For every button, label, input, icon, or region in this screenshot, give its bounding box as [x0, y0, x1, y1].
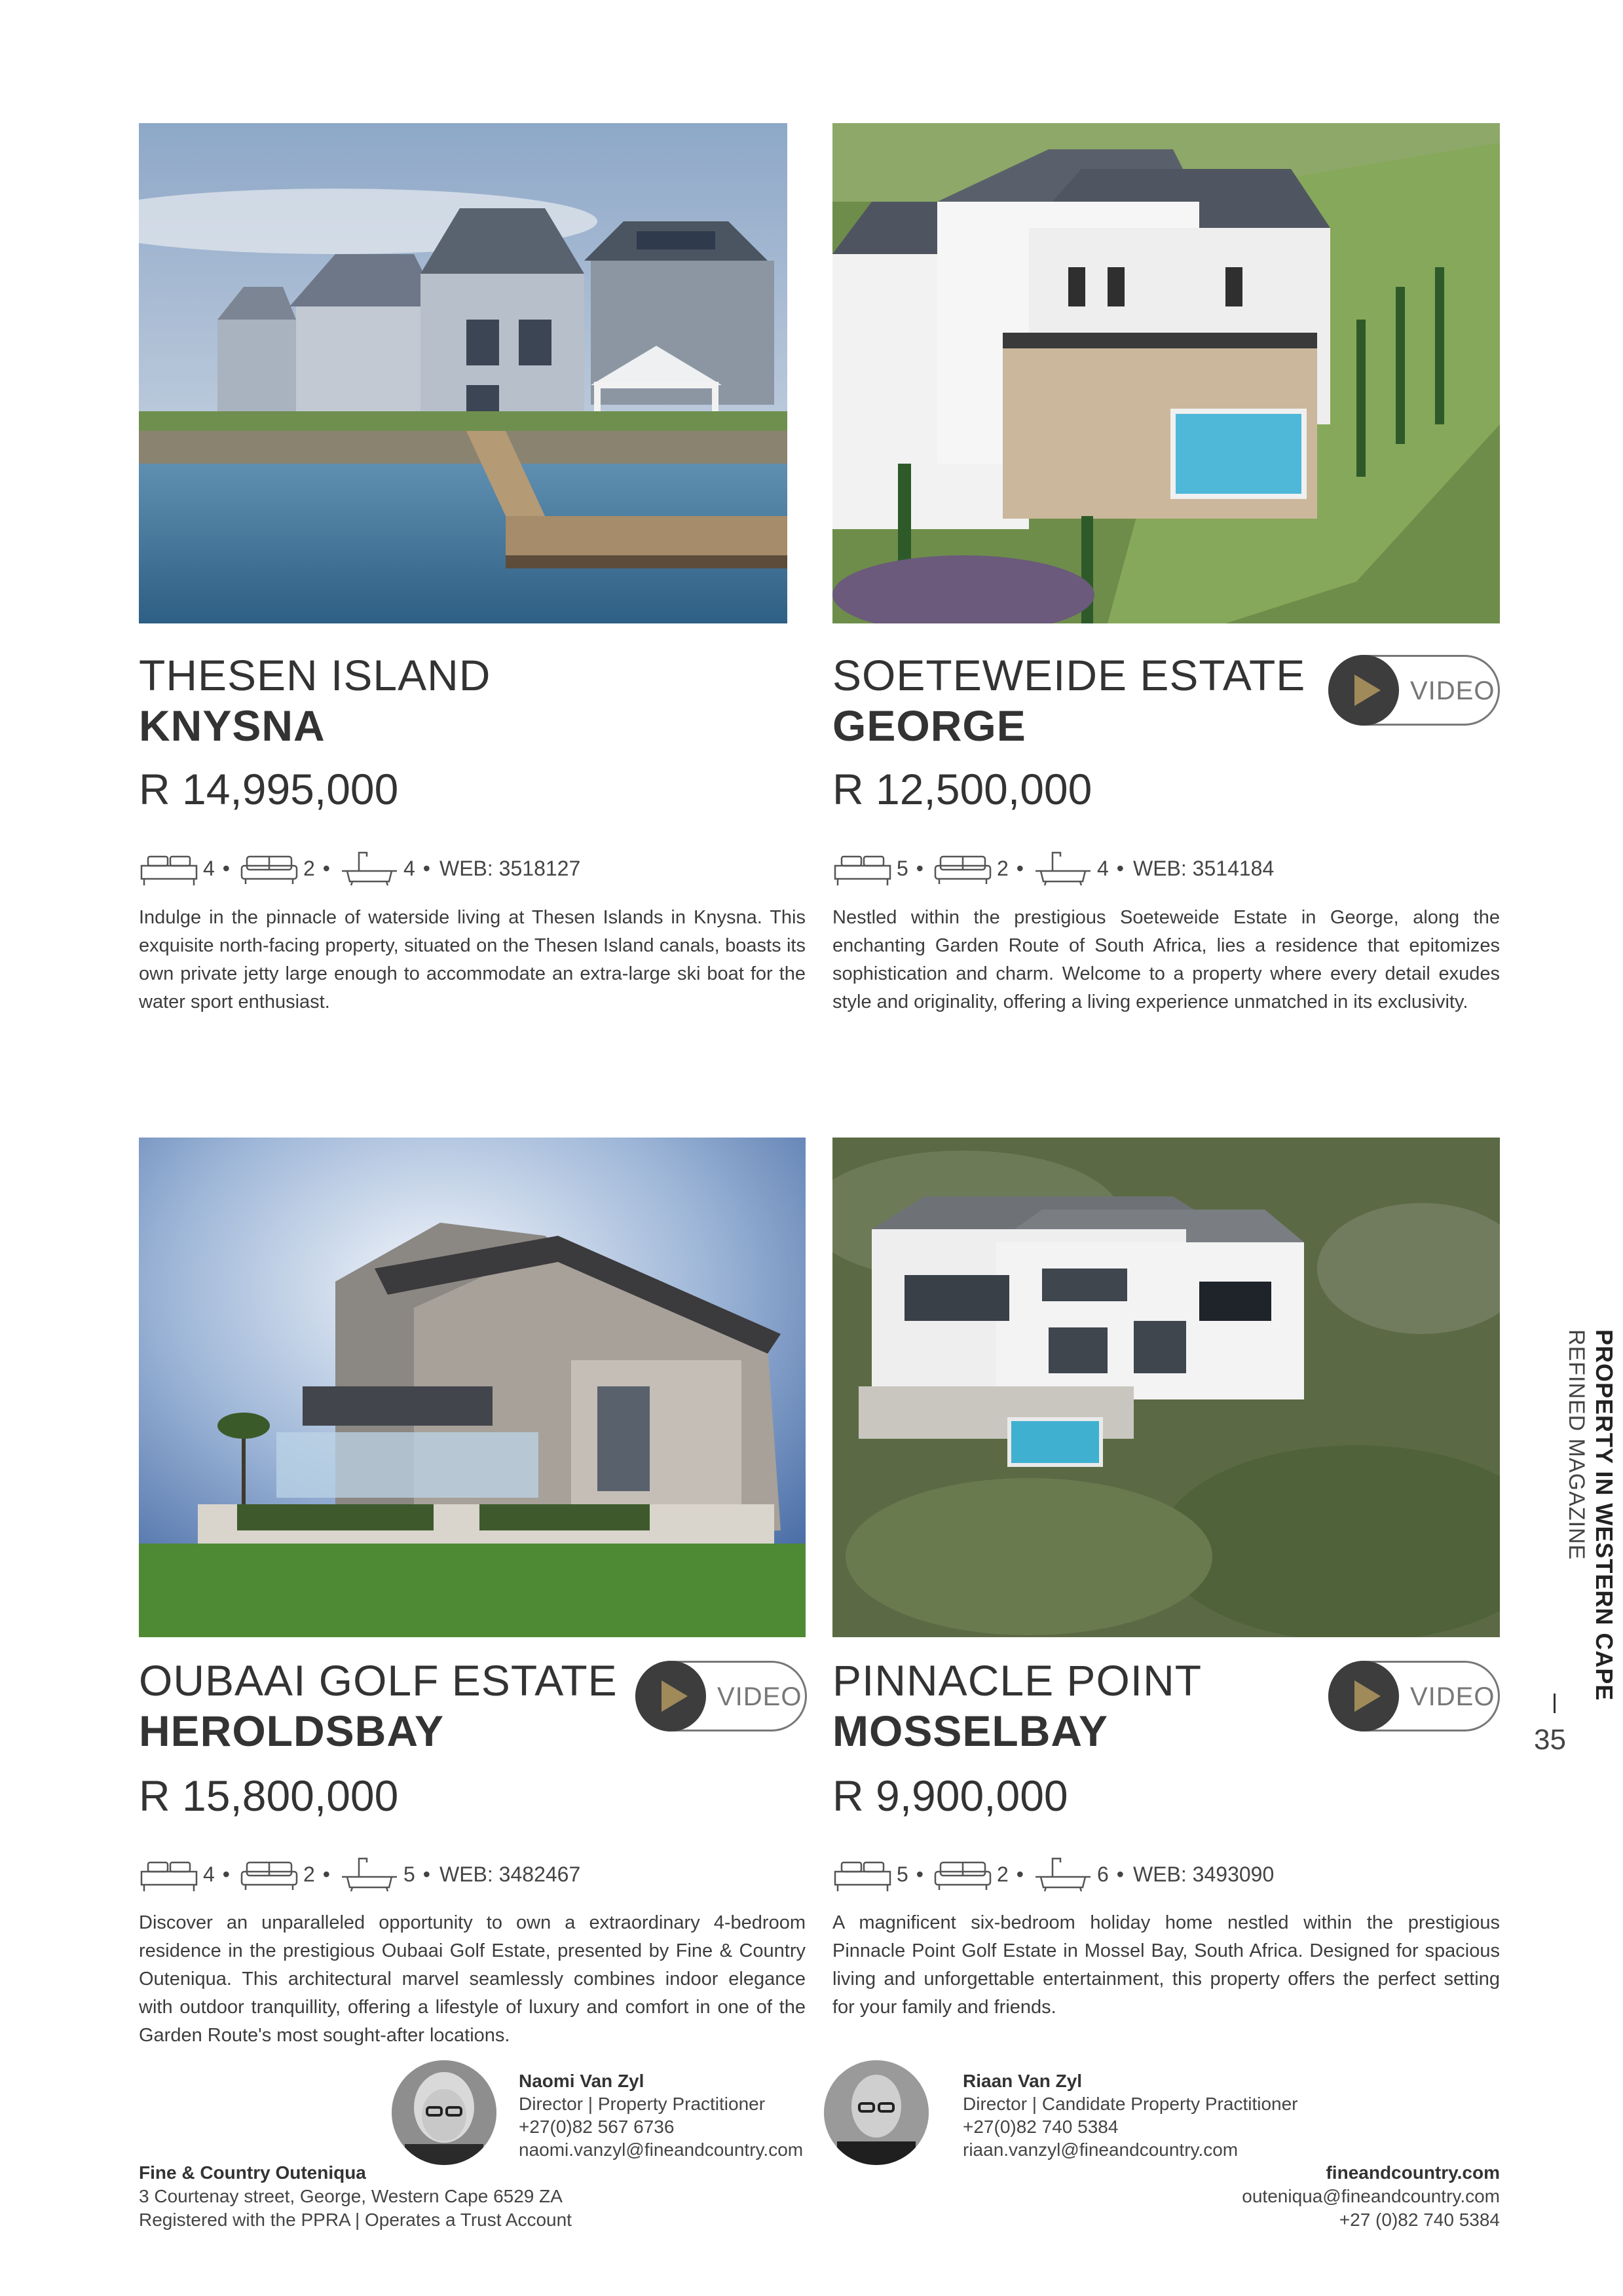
office-name: Fine & Country Outeniqua	[139, 2162, 366, 2183]
play-icon	[1328, 655, 1399, 726]
bed-count: 4	[203, 856, 215, 880]
lounge-count: 2	[303, 856, 315, 880]
page-divider	[1554, 1694, 1556, 1713]
listing-photo-pinnacle-point	[832, 1138, 1500, 1637]
office-website[interactable]: fineandcountry.com	[1326, 2162, 1500, 2183]
agent-role: Director | Candidate Property Practitioner	[963, 2094, 1298, 2114]
listing-title: PINNACLE POINT	[832, 1656, 1203, 1705]
bath-icon	[339, 1855, 400, 1894]
magazine-section-title	[1533, 1329, 1623, 1701]
agent-contact-naomi	[519, 2069, 803, 2161]
video-button-label: VIDEO	[1410, 676, 1495, 705]
sofa-icon	[933, 1855, 993, 1894]
agent-photo-riaan	[824, 2060, 929, 2165]
sofa-icon	[933, 849, 993, 888]
listing-photo-thesen-island	[139, 123, 787, 623]
video-button[interactable]	[1328, 1661, 1500, 1731]
listing-description: Indulge in the pinnacle of waterside living at Thesen Islands in Knysna. This exquisite north-facing property, situated on the Thesen Island canals, boasts its own private jetty large enough to accommodate an extra-large ski boat for the water sport enthusiast.	[139, 907, 806, 1012]
listing-specs: 5 • 2 • 4 • WEB: 3514184	[832, 842, 1274, 895]
bed-icon	[832, 849, 893, 888]
web-reference: WEB: 3493090	[1133, 1862, 1275, 1886]
bath-count: 6	[1097, 1862, 1109, 1886]
listing-location: KNYSNA	[139, 701, 326, 750]
listing-specs: 4 • 2 • 5 • WEB: 3482467	[139, 1848, 580, 1900]
office-phone[interactable]: +27 (0)82 740 5384	[1339, 2210, 1500, 2230]
lounge-count: 2	[303, 1862, 315, 1886]
listing-price: R 14,995,000	[139, 765, 399, 813]
agent-phone[interactable]: +27(0)82 567 6736	[519, 2117, 675, 2137]
bed-count: 5	[897, 856, 908, 880]
listing-photo-oubaai-golf-estate	[139, 1138, 806, 1637]
listing-specs: 5 • 2 • 6 • WEB: 3493090	[832, 1848, 1274, 1900]
listing-description: Discover an unparalleled opportunity to own a extraordinary 4-bedroom residence in the prestigious Oubaai Golf Estate, presented by Fine & Country Outeniqua. This architectural marvel seamlessly combines indoor elegance with outdoor tranquillity, offering a lifestyle of luxury and comfort in one of the Garden Route's most sought-after locations.	[139, 1912, 806, 2046]
listing-price: R 12,500,000	[832, 765, 1092, 813]
agent-email[interactable]: naomi.vanzyl@fineandcountry.com	[519, 2139, 804, 2160]
agent-phone[interactable]: +27(0)82 740 5384	[963, 2117, 1119, 2137]
listing-location: MOSSELBAY	[832, 1707, 1108, 1755]
bed-icon	[832, 1855, 893, 1894]
bed-icon	[139, 849, 199, 888]
listing-title: THESEN ISLAND	[139, 651, 491, 699]
section-subtitle: REFINED MAGAZINE	[1564, 1329, 1589, 1561]
agent-email[interactable]: riaan.vanzyl@fineandcountry.com	[963, 2139, 1239, 2160]
agent-contact-riaan	[963, 2069, 1298, 2161]
web-reference: WEB: 3514184	[1133, 856, 1275, 880]
bath-count: 5	[403, 1862, 415, 1886]
video-button[interactable]	[635, 1661, 807, 1731]
bath-icon	[1033, 849, 1093, 888]
listing-description: A magnificent six-bedroom holiday home nestled within the prestigious Pinnacle Point Golf Estate in Mossel Bay, South Africa. Designed for spacious living and unforgettable entertainment, this property offers the perfect setting for your family and friends.	[832, 1912, 1500, 2018]
agent-photo-naomi	[392, 2060, 496, 2165]
office-details	[139, 2161, 572, 2232]
web-reference: WEB: 3518127	[439, 856, 581, 880]
lounge-count: 2	[997, 856, 1009, 880]
listing-price: R 15,800,000	[139, 1771, 399, 1820]
bed-icon	[139, 1855, 199, 1894]
video-button-label: VIDEO	[717, 1682, 802, 1711]
sofa-icon	[239, 1855, 299, 1894]
agent-name: Naomi Van Zyl	[519, 2071, 644, 2091]
video-button[interactable]	[1328, 655, 1500, 726]
listing-price: R 9,900,000	[832, 1771, 1068, 1820]
agent-name: Riaan Van Zyl	[963, 2071, 1083, 2091]
office-email[interactable]: outeniqua@fineandcountry.com	[1242, 2186, 1500, 2206]
agent-role: Director | Property Practitioner	[519, 2094, 766, 2114]
office-registration: Registered with the PPRA | Operates a Trust Account	[139, 2210, 572, 2230]
listing-location: GEORGE	[832, 701, 1026, 750]
play-icon	[1328, 1661, 1399, 1731]
sofa-icon	[239, 849, 299, 888]
page-number: 35	[1534, 1724, 1566, 1756]
bed-count: 5	[897, 1862, 908, 1886]
video-button-label: VIDEO	[1410, 1682, 1495, 1711]
listing-description: Nestled within the prestigious Soeteweide Estate in George, along the enchanting Garden Route of South Africa, lies a residence that epitomizes sophistication and charm. Welcome to a property where every detail exudes style and originality, offering a living experience unmatched in its exclusivity.	[832, 907, 1500, 1012]
bed-count: 4	[203, 1862, 215, 1886]
bath-icon	[1033, 1855, 1093, 1894]
lounge-count: 2	[997, 1862, 1009, 1886]
office-address: 3 Courtenay street, George, Western Cape 6529 ZA	[139, 2186, 563, 2206]
office-contact	[1107, 2161, 1500, 2232]
listing-photo-soeteweide-estate	[832, 123, 1500, 623]
bath-count: 4	[1097, 856, 1109, 880]
bath-count: 4	[403, 856, 415, 880]
listing-title: SOETEWEIDE ESTATE	[832, 651, 1306, 699]
section-title: PROPERTY IN WESTERN CAPE	[1591, 1329, 1618, 1701]
web-reference: WEB: 3482467	[439, 1862, 581, 1886]
bath-icon	[339, 849, 400, 888]
listing-title: OUBAAI GOLF ESTATE	[139, 1656, 618, 1705]
listing-location: HEROLDSBAY	[139, 1707, 444, 1755]
play-icon	[635, 1661, 706, 1731]
listing-specs: 4 • 2 • 4 • WEB: 3518127	[139, 842, 580, 895]
